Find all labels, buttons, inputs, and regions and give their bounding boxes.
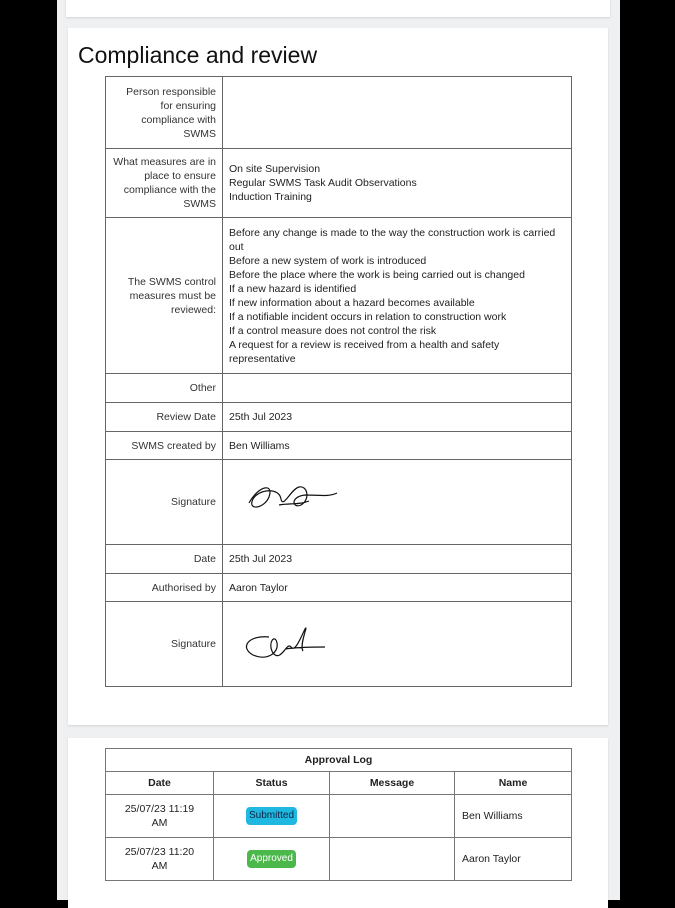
log-date [106, 795, 214, 838]
row-value [223, 374, 572, 403]
row-label: Signature [106, 602, 223, 687]
signature-cell [223, 602, 572, 687]
row-label: The SWMS control measures must be reviewed: [106, 218, 223, 374]
signature-image [229, 617, 359, 667]
value-line: If new information about a hazard becomes available [229, 296, 475, 309]
row-value [223, 432, 572, 460]
compliance-row [106, 218, 572, 374]
row-label: Signature [106, 460, 223, 545]
compliance-row [106, 149, 572, 218]
row-value [223, 77, 572, 149]
log-status [214, 795, 330, 838]
status-badge: Submitted [246, 807, 297, 825]
row-label: SWMS created by [106, 432, 223, 460]
log-name: Ben Williams [455, 795, 572, 838]
approval-log-title: Approval Log [106, 749, 572, 772]
log-message [330, 795, 455, 838]
approval-log-table [105, 748, 572, 881]
log-status [214, 838, 330, 881]
value-line: 25th Jul 2023 [229, 411, 293, 423]
value-line: Before the place where the work is being carried out is changed [229, 268, 525, 281]
compliance-row [106, 602, 572, 687]
compliance-row [106, 77, 572, 149]
value-line: Aaron Taylor [229, 581, 288, 594]
row-value [223, 218, 572, 374]
value-line: Before a new system of work is introduced [229, 254, 427, 267]
compliance-row [106, 374, 572, 403]
signature-image [229, 475, 359, 525]
log-date-text: 25/07/23 11:20 AM [124, 846, 195, 872]
approval-log-row [106, 795, 572, 838]
previous-section-card [66, 0, 610, 17]
row-value [223, 574, 572, 602]
compliance-table [105, 76, 572, 687]
row-label: Authorised by [106, 574, 223, 602]
row-label: Review Date [106, 403, 223, 432]
value-line: 25th Jul 2023 [229, 553, 293, 565]
row-label: What measures are in place to ensure compliance with the SWMS [106, 149, 223, 218]
compliance-row [106, 460, 572, 545]
value-line: If a new hazard is identified [229, 282, 357, 295]
row-value [223, 545, 572, 574]
value-line: Induction Training [229, 191, 312, 203]
section-title: Compliance and review [78, 42, 318, 68]
status-badge: Approved [247, 850, 296, 868]
compliance-row [106, 403, 572, 432]
value-line: Before any change is made to the way the construction work is carried out [229, 226, 556, 253]
compliance-row [106, 574, 572, 602]
col-name: Name [455, 772, 572, 795]
value-line: A request for a review is received from a health and safety representative [229, 338, 500, 365]
row-label: Date [106, 545, 223, 574]
value-line: Ben Williams [229, 439, 290, 452]
value-line: If a control measure does not control the risk [229, 324, 437, 337]
log-date [106, 838, 214, 881]
row-value [223, 403, 572, 432]
row-label: Other [106, 374, 223, 403]
col-message: Message [330, 772, 455, 795]
value-line: Regular SWMS Task Audit Observations [229, 177, 417, 189]
compliance-row [106, 545, 572, 574]
log-date-text: 25/07/23 11:19 AM [124, 803, 195, 829]
row-value [223, 149, 572, 218]
col-status: Status [214, 772, 330, 795]
compliance-row [106, 432, 572, 460]
log-name: Aaron Taylor [455, 838, 572, 881]
approval-log-row [106, 838, 572, 881]
col-date: Date [106, 772, 214, 795]
value-line: On site Supervision [229, 163, 321, 175]
row-label: Person responsible for ensuring compliance with SWMS [106, 77, 223, 149]
value-line: If a notifiable incident occurs in relation to construction work [229, 310, 507, 323]
signature-cell [223, 460, 572, 545]
log-message [330, 838, 455, 881]
